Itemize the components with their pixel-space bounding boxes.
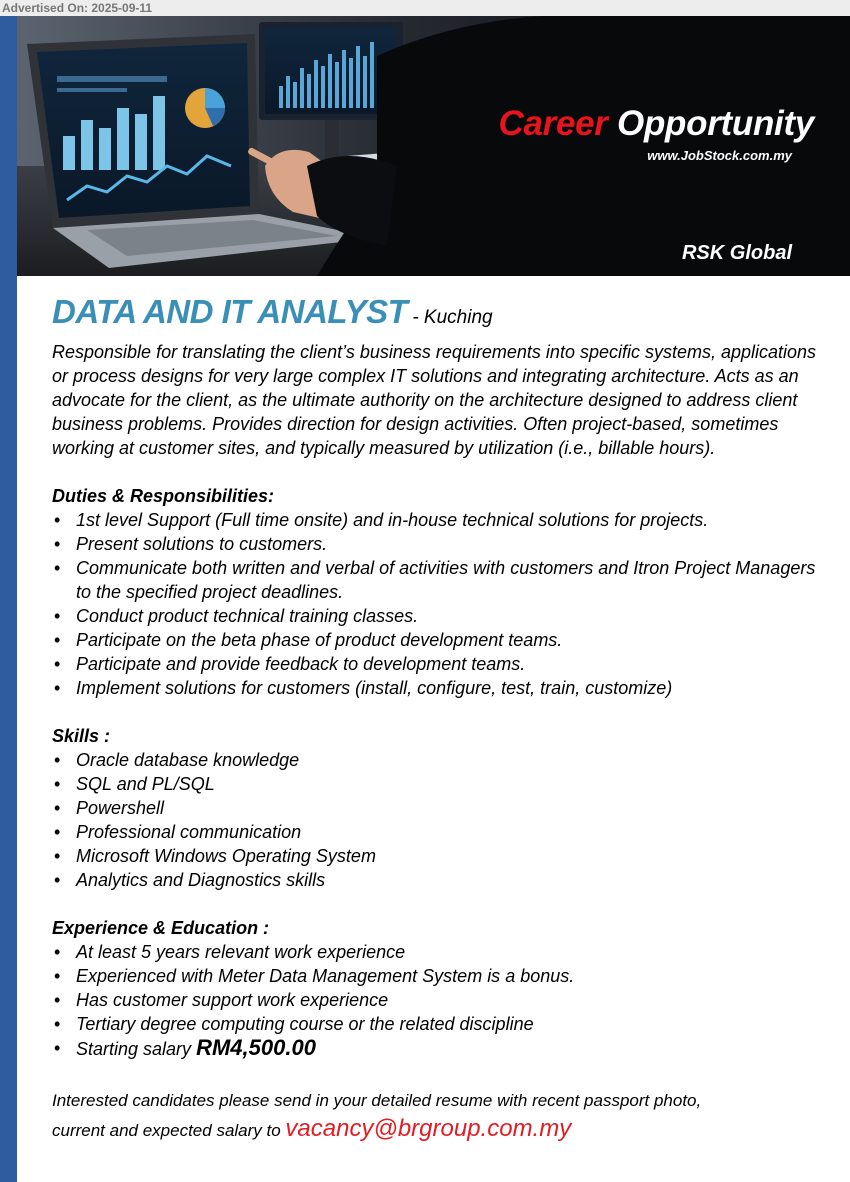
skills-list xyxy=(52,748,822,892)
experience-heading: Experience & Education : xyxy=(52,918,270,938)
website-url: www.JobStock.com.my xyxy=(647,148,792,163)
job-description: Responsible for translating the client’s business requirements into specific systems, applications or process designs for very large complex IT solutions and integrating architecture. Acts as an advocate for the client, as the ultimate authority on the architecture designed to address client business problems. Provides direction for design activities. Often project-based, sometimes working at customer sites, and typically measured by utilization (i.e., billable hours). xyxy=(52,342,817,458)
list-item: • Present solutions to customers. xyxy=(52,532,822,556)
application-instructions xyxy=(52,1087,822,1145)
apply-text-line1: Interested candidates please send in your detailed resume with recent passport photo, xyxy=(52,1091,702,1110)
list-item: • 1st level Support (Full time onsite) and in-house technical solutions for projects. xyxy=(52,508,822,532)
list-item: • Tertiary degree computing course or the related discipline xyxy=(52,1012,822,1036)
salary-label: Starting salary xyxy=(76,1039,192,1059)
duties-heading: Duties & Responsibilities: xyxy=(52,486,275,506)
advertised-date: Advertised On: 2025-09-11 xyxy=(2,1,153,15)
hero-photo xyxy=(17,16,850,276)
salary-amount: RM4,500.00 xyxy=(196,1035,316,1060)
job-title: DATA AND IT ANALYST xyxy=(52,293,408,330)
duties-list xyxy=(52,508,822,700)
skills-heading: Skills : xyxy=(52,726,111,746)
list-item: • Professional communication xyxy=(52,820,822,844)
job-title-line xyxy=(52,290,822,340)
list-item: • SQL and PL/SQL xyxy=(52,772,822,796)
list-item: • Experienced with Meter Data Management System is a bonus. xyxy=(52,964,822,988)
left-accent-stripe xyxy=(0,16,17,1182)
job-location: - Kuching xyxy=(412,307,493,328)
advertised-bar xyxy=(0,0,850,17)
hero-banner xyxy=(17,16,850,276)
opportunity-word: Opportunity xyxy=(617,104,814,143)
company-name: RSK Global xyxy=(681,242,792,264)
apply-text-line2: current and expected salary to xyxy=(52,1121,281,1140)
list-item: • Microsoft Windows Operating System xyxy=(52,844,822,868)
career-opportunity-heading xyxy=(498,104,814,144)
contact-email[interactable]: vacancy@brgroup.com.my xyxy=(285,1115,572,1142)
salary-item xyxy=(52,1036,822,1061)
list-item: • Has customer support work experience xyxy=(52,988,822,1012)
list-item: • Participate on the beta phase of product development teams. xyxy=(52,628,822,652)
list-item: • Participate and provide feedback to development teams. xyxy=(52,652,822,676)
list-item: • Conduct product technical training classes. xyxy=(52,604,822,628)
job-content xyxy=(52,290,822,1145)
experience-list xyxy=(52,940,822,1061)
list-item: • Analytics and Diagnostics skills xyxy=(52,868,822,892)
list-item: • Powershell xyxy=(52,796,822,820)
list-item: • Communicate both written and verbal of activities with customers and Itron Project Managers to the specified project deadlines. xyxy=(52,556,822,604)
list-item: • Implement solutions for customers (install, configure, test, train, customize) xyxy=(52,676,822,700)
career-word: Career xyxy=(498,104,608,143)
list-item: • At least 5 years relevant work experience xyxy=(52,940,822,964)
list-item: • Oracle database knowledge xyxy=(52,748,822,772)
